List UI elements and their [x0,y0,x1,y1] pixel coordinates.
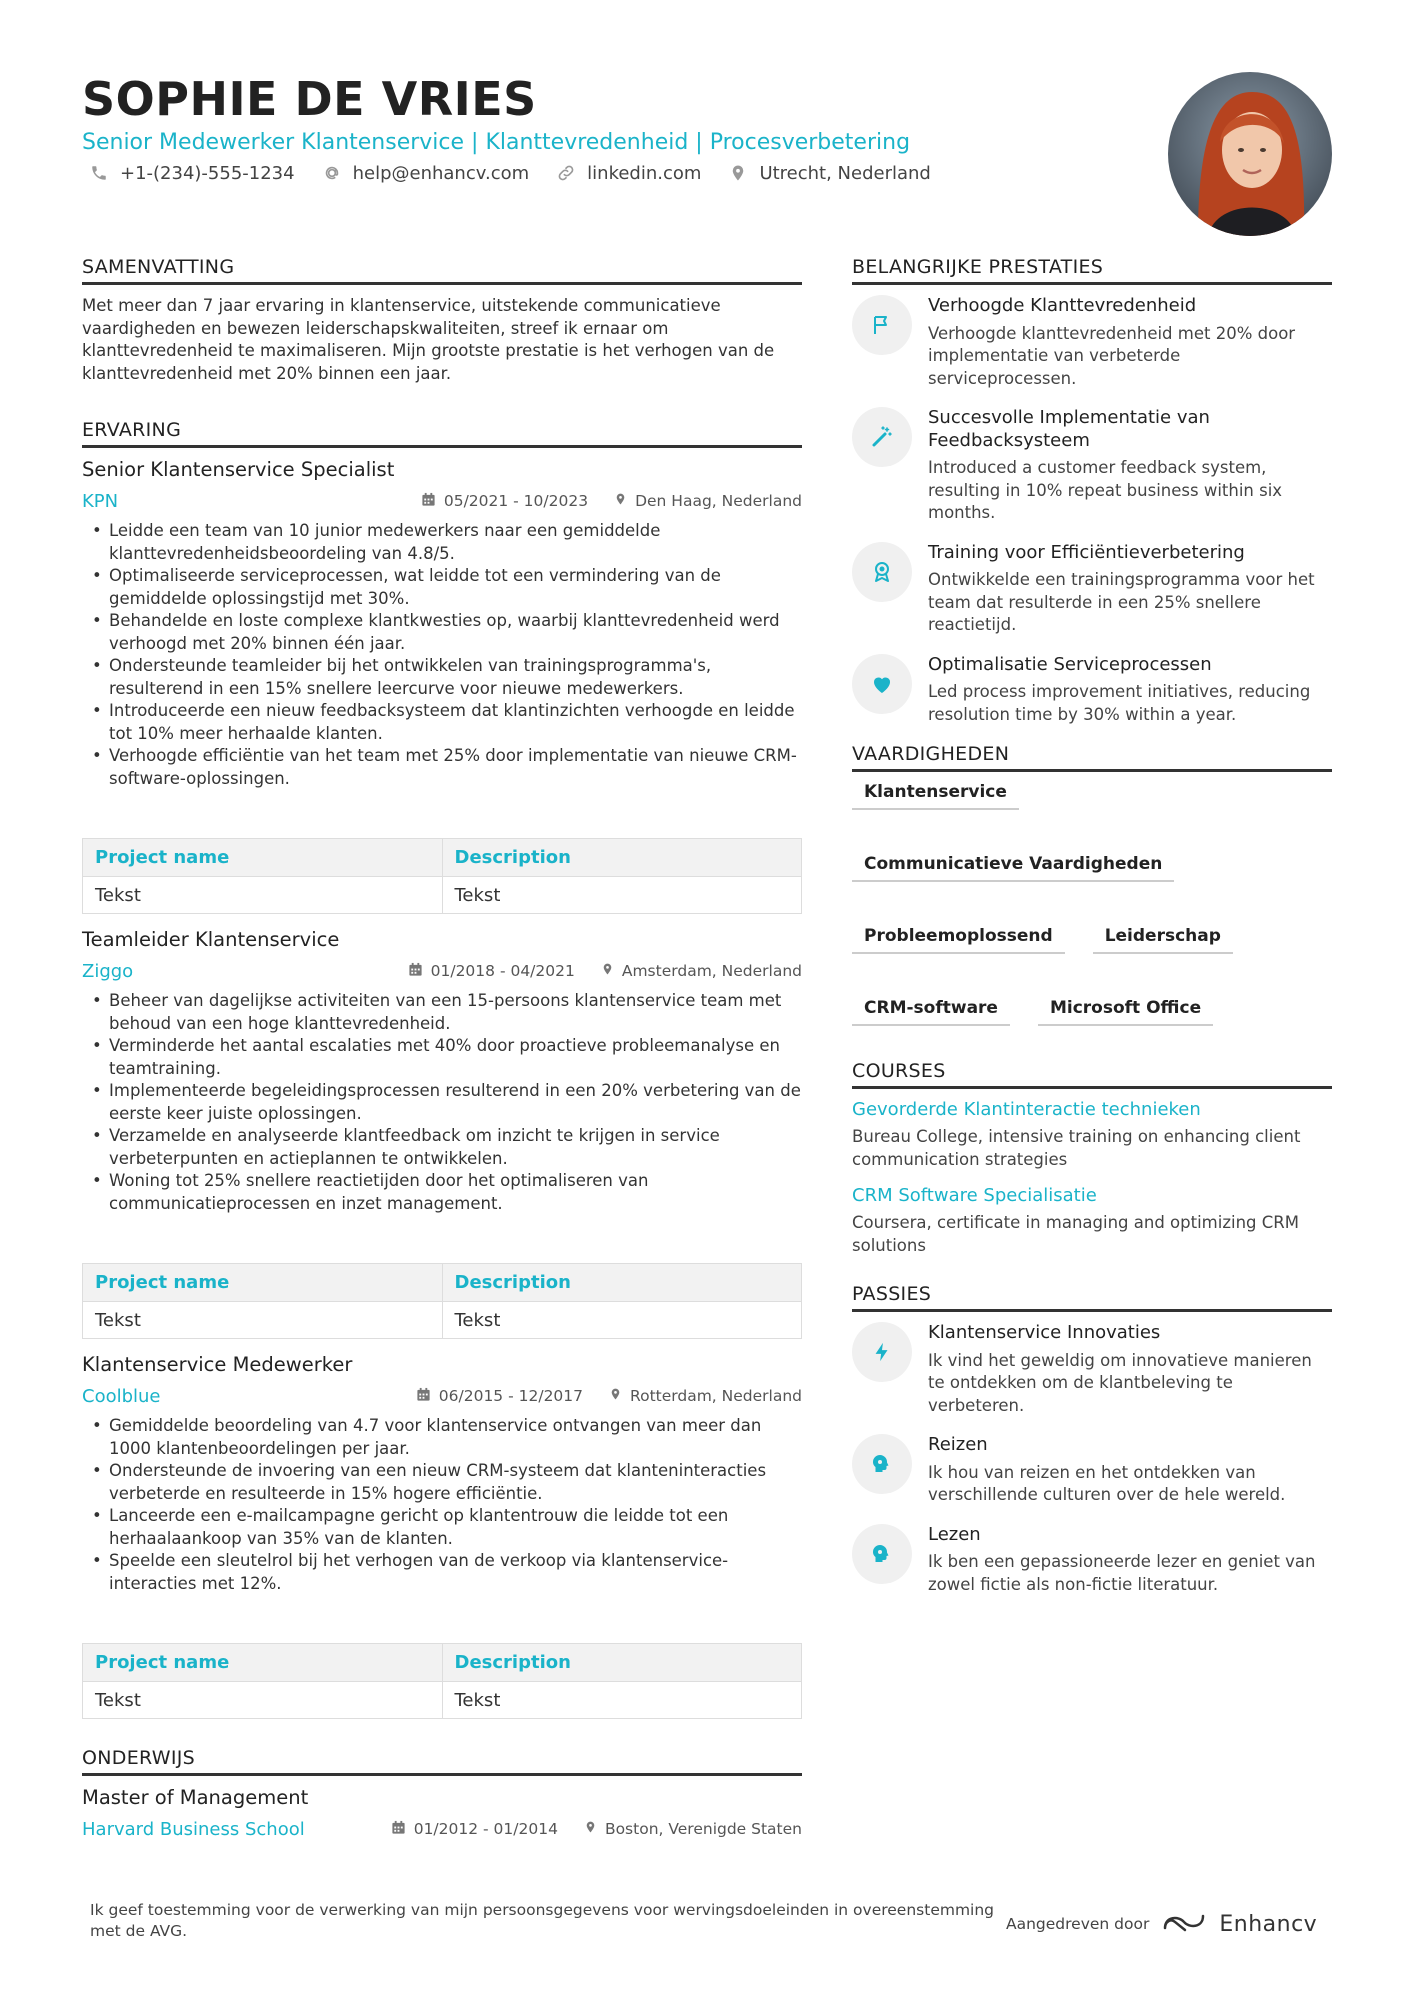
job-bullets [82,1415,802,1595]
table-header: Project name [83,839,443,877]
bullet-item: • Ondersteunde de invoering van een nieuw CRM-systeem dat klanteninteracties verbeterde en resulteerde in 15% hogere efficiëntie. [82,1460,802,1505]
bullet-item: • Optimaliseerde serviceprocessen, wat leidde tot een vermindering van de gemiddelde oplossingstijd met 30%. [82,565,802,610]
flag-icon [852,295,912,355]
table-cell: Tekst [95,884,141,906]
job-entry [82,928,802,1339]
project-table [82,1263,802,1339]
achievement-item [852,654,1332,727]
degree: Master of Management [82,1786,309,1809]
course-item [852,1185,1332,1257]
achievement-item [852,542,1332,637]
candidate-title: Senior Medewerker Klantenservice | Klanttevredenheid | Procesverbetering [82,130,911,155]
company-name: Ziggo [82,960,134,982]
bullet-item: • Lanceerde een e-mailcampagne gericht op klantentrouw die leidde tot een herhaalaankoop van 35% van de klanten. [82,1505,802,1550]
contact-linkedin-text: linkedin.com [587,162,702,184]
job-role: Klantenservice Medewerker [82,1353,353,1376]
achievement-desc: Verhoogde klanttevredenheid met 20% door implementatie van verbeterde serviceprocessen. [928,323,1296,388]
table-cell: Tekst [95,1689,141,1711]
experience-heading: ERVARING [82,419,802,448]
consent-text: Ik geef toestemming voor de verwerking van mijn persoonsgegevens voor wervingsdoeleinden in overeenstemming met de AVG. [90,1901,995,1940]
courses-heading: COURSES [852,1060,1332,1089]
location-icon [584,1819,597,1839]
job-entry [82,458,802,914]
bullet-item: • Speelde een sleutelrol bij het verhogen van de verkoop via klantenservice-interacties met 12%. [82,1550,802,1595]
right-column [852,256,1332,1613]
job-meta [82,960,802,982]
education-heading: ONDERWIJS [82,1747,802,1776]
education-dates [391,1820,558,1839]
location-icon [614,491,627,511]
job-dates [421,492,588,511]
bullet-item: • Behandelde en loste complexe klantkwesties op, waarbij klanttevredenheid werd verhoogd met 20% binnen één jaar. [82,610,802,655]
bullet-item: • Ondersteunde teamleider bij het ontwikkelen van trainingsprogramma's, resulterend in een 15% snellere leercurve voor nieuwe medewerkers. [82,655,802,700]
calendar-icon [391,1820,406,1839]
skill-tag: Microsoft Office [1038,998,1213,1026]
bullet-item: • Woning tot 25% snellere reactietijden door het optimaliseren van communicatieprocessen en inzet management. [82,1170,802,1215]
brain-icon [852,1524,912,1584]
location-icon [727,162,749,184]
contact-location-text: Utrecht, Nederland [759,162,931,184]
passion-desc: Ik ben een gepassioneerde lezer en geniet van zowel fictie als non-fictie literatuur. [928,1552,1316,1594]
job-location-text: Amsterdam, Nederland [621,962,802,980]
table-header: Description [442,839,802,877]
contact-location [727,162,930,184]
job-dates-text: 01/2018 - 04/2021 [430,962,575,980]
table-cell: Tekst [442,877,802,914]
table-cell: Tekst [442,1682,802,1719]
education-dates-text: 01/2012 - 01/2014 [413,1820,558,1838]
job-entry [82,1353,802,1719]
enhancv-logo-icon [1161,1910,1207,1938]
contact-email-text: help@enhancv.com [352,162,530,184]
bullet-item: • Leidde een team van 10 junior medewerkers naar een gemiddelde klanttevredenheidsbeoordeling van 4.8/5. [82,520,802,565]
passion-item [852,1524,1332,1597]
achievement-item [852,295,1332,390]
passions-heading: PASSIES [852,1283,1332,1312]
powered-by[interactable] [1006,1910,1317,1938]
course-desc: Coursera, certificate in managing and optimizing CRM solutions [852,1213,1299,1255]
candidate-name: SOPHIE DE VRIES [82,72,537,126]
job-location [609,1386,802,1406]
job-meta [82,490,802,512]
bullet-item: • Verminderde het aantal escalaties met 40% door proactieve probleemanalyse en teamtraining. [82,1035,802,1080]
profile-photo [1168,72,1332,236]
job-dates-text: 06/2015 - 12/2017 [438,1387,584,1405]
job-bullets [82,990,802,1215]
award-icon [852,542,912,602]
passion-desc: Ik vind het geweldig om innovatieve manieren te ontdekken om de klantbeleving te verbeteren. [928,1350,1312,1415]
job-location-text: Den Haag, Nederland [635,492,802,510]
skill-tag: Probleemoplossend [852,926,1065,954]
brain-icon [852,1434,912,1494]
course-desc: Bureau College, intensive training on enhancing client communication strategies [852,1127,1301,1169]
summary-heading: SAMENVATTING [82,256,802,285]
link-icon [555,162,577,184]
job-dates-text: 05/2021 - 10/2023 [443,492,589,510]
school-name: Harvard Business School [82,1818,305,1840]
passion-title: Lezen [928,1523,981,1545]
achievement-title: Succesvolle Implementatie van Feedbacksysteem [928,407,1210,451]
skill-tag: Klantenservice [852,782,1019,810]
table-row [83,1682,802,1719]
passion-item [852,1322,1332,1417]
job-location-text: Rotterdam, Nederland [630,1387,802,1405]
skill-tag: Leiderschap [1093,926,1233,954]
location-icon [609,1386,622,1406]
education-entry [82,1786,802,1840]
table-cell: Tekst [442,1302,802,1339]
achievement-title: Verhoogde Klanttevredenheid [928,295,1197,316]
company-name: KPN [82,490,119,512]
contact-phone [88,162,295,184]
achievement-item [852,407,1332,525]
project-table [82,1643,802,1719]
job-bullets [82,520,802,790]
table-row [83,877,802,914]
bullet-item: • Verhoogde efficiëntie van het team met 25% door implementatie van nieuwe CRM-software-oplossingen. [82,745,802,790]
bolt-icon [852,1322,912,1382]
magic-wand-icon [852,407,912,467]
passion-title: Reizen [928,1434,988,1455]
passion-title: Klantenservice Innovaties [928,1322,1161,1343]
education-location-text: Boston, Verenigde Staten [604,1820,802,1838]
education-meta [82,1818,802,1840]
left-column [82,256,802,1840]
passion-item [852,1434,1332,1507]
contact-email[interactable] [321,162,530,184]
table-header: Project name [83,1644,443,1682]
contact-phone-text: +1-(234)-555-1234 [120,162,295,184]
table-header-row [83,839,802,877]
course-item [852,1099,1332,1171]
job-meta [82,1385,802,1407]
calendar-icon [421,492,436,511]
passion-desc: Ik hou van reizen en het ontdekken van verschillende culturen over de hele wereld. [928,1462,1286,1504]
bullet-item: • Implementeerde begeleidingsprocessen resulterend in een 20% verbetering van de eerste keer juiste oplossingen. [82,1080,802,1125]
achievement-title: Training voor Efficiëntieverbetering [928,541,1245,563]
at-icon [321,162,343,184]
course-title: CRM Software Specialisatie [852,1185,1097,1206]
powered-by-label: Aangedreven door [1006,1915,1150,1933]
brand-name: Enhancv [1219,1911,1318,1937]
course-title: Gevorderde Klantinteractie technieken [852,1099,1201,1120]
job-location [601,961,802,981]
table-header: Project name [83,1264,443,1302]
summary-text: Met meer dan 7 jaar ervaring in klantenservice, uitstekende communicatieve vaardigheden en bewezen leiderschapskwaliteiten, streef ik ernaar om klanttevredenheid te maximaliseren. Mijn grootste prestatie is het verhogen van de klanttevredenheid met 20% binnen een jaar. [82,296,775,383]
calendar-icon [416,1387,431,1406]
skill-tag: Communicatieve Vaardigheden [852,854,1174,882]
skills-heading: VAARDIGHEDEN [852,743,1332,772]
job-role: Senior Klantenservice Specialist [82,458,395,481]
achievement-desc: Led process improvement initiatives, reducing resolution time by 30% within a year. [928,682,1311,724]
calendar-icon [408,962,423,981]
table-cell: Tekst [95,1309,141,1331]
skill-tag: CRM-software [852,998,1010,1026]
heart-icon [852,654,912,714]
contact-bar [88,162,931,184]
table-header: Description [442,1264,802,1302]
achievements-heading: BELANGRIJKE PRESTATIES [852,256,1332,285]
job-dates [408,962,575,981]
bullet-item: • Gemiddelde beoordeling van 4.7 voor klantenservice ontvangen van meer dan 1000 klantenbeoordelingen per jaar. [82,1415,802,1460]
job-role: Teamleider Klantenservice [82,928,340,951]
project-table [82,838,802,914]
location-icon [601,961,614,981]
table-header-row [83,1264,802,1302]
contact-linkedin[interactable] [555,162,701,184]
table-header-row [83,1644,802,1682]
bullet-item: • Verzamelde en analyseerde klantfeedback om inzicht te krijgen in service verbeterpunten en actieplannen te ontwikkelen. [82,1125,802,1170]
achievement-desc: Ontwikkelde een trainingsprogramma voor het team dat resulterde in een 25% snellere reactietijd. [928,570,1315,634]
education-location [584,1819,802,1839]
company-name: Coolblue [82,1385,161,1407]
bullet-item: • Introduceerde een nieuw feedbacksysteem dat klantinzichten verhoogde en leidde tot 10% meer herhaalde klanten. [82,700,802,745]
achievement-title: Optimalisatie Serviceprocessen [928,653,1212,675]
table-header: Description [442,1644,802,1682]
bullet-item: • Beheer van dagelijkse activiteiten van een 15-persoons klantenservice team met behoud van een hoge klanttevredenheid. [82,990,802,1035]
achievement-desc: Introduced a customer feedback system, resulting in 10% repeat business within six months. [928,458,1283,522]
job-dates [416,1387,583,1406]
skills-list [852,782,1332,1026]
job-location [614,491,802,511]
table-row [83,1302,802,1339]
phone-icon [88,162,110,184]
